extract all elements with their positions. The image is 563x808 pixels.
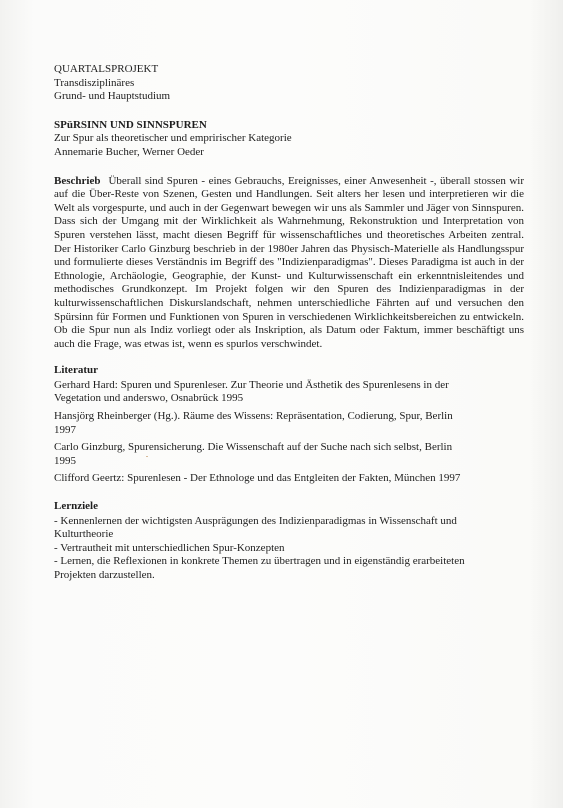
literature-item bbox=[54, 441, 524, 468]
literature-item-line: Gerhard Hard: Spuren und Spurenleser. Zur Theorie und Ästhetik des Spurenlesens in der bbox=[54, 378, 449, 391]
literature-heading: Literatur bbox=[54, 364, 98, 377]
paper-speck bbox=[146, 456, 148, 457]
learning-goals-heading: Lernziele bbox=[54, 500, 98, 513]
learning-goal-line: Kulturtheorie bbox=[54, 528, 114, 541]
learning-goal-line: - Kennenlernen der wichtigsten Ausprägungen des Indizienparadigmas in Wissenschaft und bbox=[54, 514, 457, 527]
learning-goal-line: Projekten darzustellen. bbox=[54, 569, 155, 581]
literature-item-line: Carlo Ginzburg, Spurensicherung. Die Wissenschaft auf der Suche nach sich selbst, Berlin bbox=[54, 441, 453, 454]
course-type: QUARTALSPROJEKT bbox=[54, 63, 159, 75]
description-heading: Beschrieb bbox=[54, 174, 101, 187]
project-authors: Annemarie Bucher, Werner Oeder bbox=[54, 145, 204, 158]
learning-goals-section bbox=[54, 500, 524, 583]
course-category: Transdisziplinäres bbox=[54, 76, 135, 89]
project-subtitle: Zur Spur als theoretischer und empririscher Kategorie bbox=[54, 132, 292, 145]
literature-item-line: 1995 bbox=[54, 454, 76, 467]
literature-item-line: 1997 bbox=[54, 423, 76, 436]
literature-item-line: Hansjörg Rheinberger (Hg.). Räume des Wissens: Repräsentation, Codierung, Spur, Berlin bbox=[54, 410, 453, 423]
literature-item bbox=[54, 410, 524, 437]
literature-item bbox=[54, 472, 524, 486]
description-section bbox=[54, 175, 524, 352]
literature-section bbox=[54, 364, 524, 486]
project-title: SPüRSINN UND SINNSPUREN bbox=[54, 118, 207, 131]
course-level: Grund- und Hauptstudium bbox=[54, 90, 171, 103]
learning-goal-line: - Lernen, die Reflexionen in konkrete Themen zu übertragen und in eigenständig erarbeiteten bbox=[54, 555, 465, 568]
document-content bbox=[54, 63, 524, 583]
literature-item-line: Clifford Geertz: Spurenlesen - Der Ethnologe und das Entgleiten der Fakten, München 1997 bbox=[54, 472, 461, 485]
literature-item bbox=[54, 379, 524, 406]
literature-item-line: Vegetation und anderswo, Osnabrück 1995 bbox=[54, 392, 244, 405]
description-text: Überall sind Spuren - eines Gebrauchs, Ereignisses, einer Anwesenheit -, überall stossen wir auf die Über-Reste von Szenen, Gesten und Handlungen. Seit alters her lesen und interpretieren wir die Welt als vorgespurte, und auch in der Gegenwart bewegen wir uns als Sammler und Jäger von Sinnspuren. Dass sich der Umgang mit der Wirklichkeit als Wahrnehmung, Rekonstruktion und Interpretation von Spuren verstehen lässt, macht diesen Begriff für wissenschaftliches und theoretisches Arbeiten zentral. Der Historiker Carlo Ginzburg beschrieb in der 1980er Jahren das Physisch-Materielle als Handlungsspur und formulierte dieses Verständnis im Begriff des "Indizienparadigmas". Dieses Paradigma ist auch in der Ethnologie, Archäologie, Geographie, der Kunst- und Kulturwissenschaft ein erkenntnisleitendes und methodisches Grundkonzept. Im Projekt folgen wir den Spuren des Indizienparadigmas in der kulturwissenschaftlichen Diskurslandschaft, nehmen unterschiedliche Fährten auf und versuchen den Spürsinn für Formen und Funktionen von Spuren in verschiedenen Wirklichkeitsbereichen zu entwickeln. Ob die Spur nun als Indiz vorliegt oder als Inskription, als Datum oder Faktum, immer beschäftigt uns auch die Frage, was etwas ist, wenn es spurlos verschwindet. bbox=[54, 174, 524, 350]
project-title-block bbox=[54, 119, 524, 160]
learning-goal-line: - Vertrautheit mit unterschiedlichen Spur-Konzepten bbox=[54, 541, 285, 554]
description-paragraph bbox=[54, 175, 524, 352]
course-header bbox=[54, 63, 524, 104]
